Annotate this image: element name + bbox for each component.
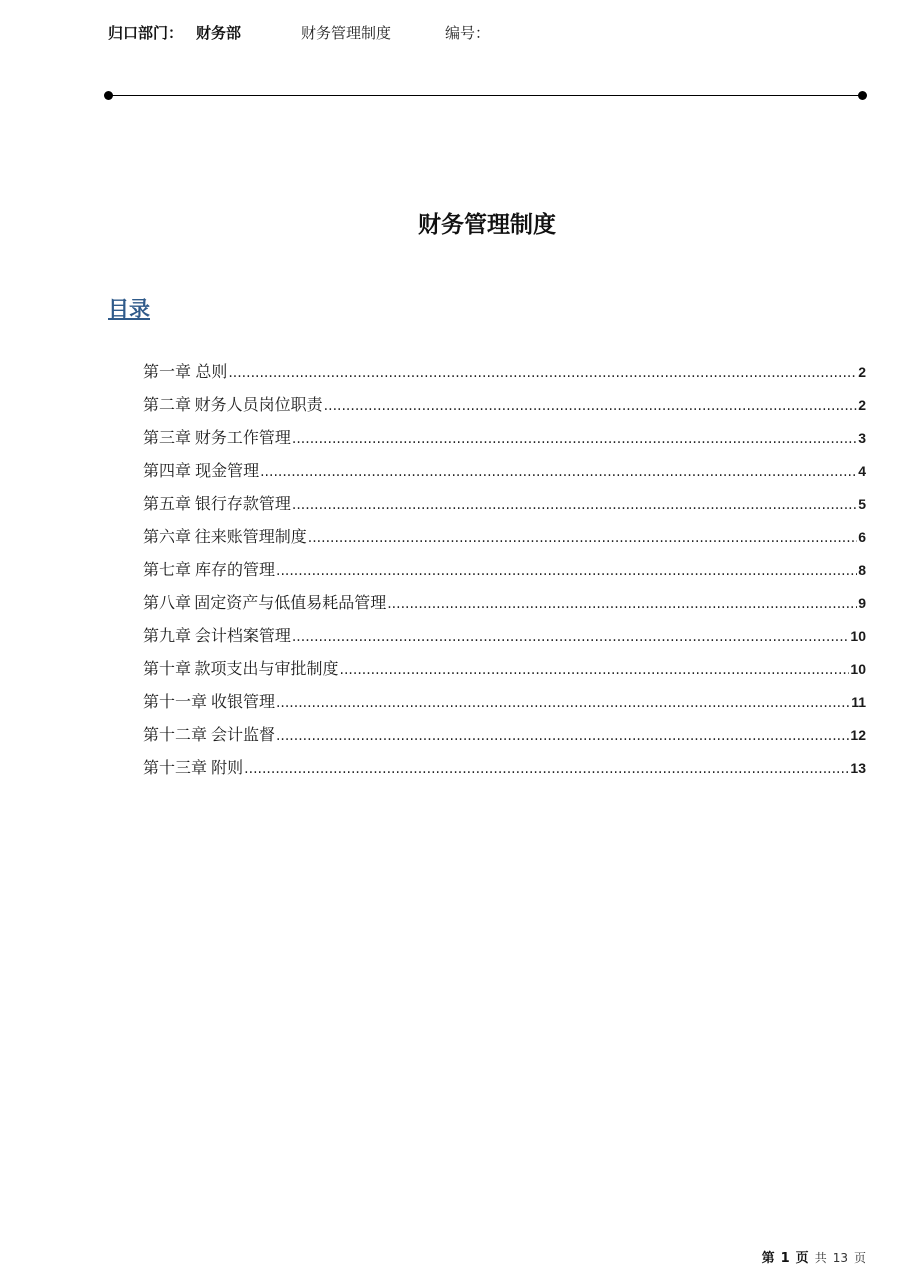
department-value: 财务部	[196, 24, 242, 42]
toc-entry[interactable]	[143, 394, 866, 427]
toc-entry-chapter: 第三章	[143, 428, 192, 447]
toc-entry-text: 财务人员岗位职责	[194, 395, 323, 414]
toc-entry[interactable]	[143, 625, 866, 658]
toc-leader-dots	[276, 725, 849, 747]
footer-current-page: 1	[780, 1251, 790, 1266]
toc-entry-chapter: 第十二章	[143, 725, 208, 744]
toc-leader-dots	[292, 494, 857, 516]
toc-entry[interactable]	[143, 361, 866, 394]
toc-leader-dots	[308, 527, 857, 549]
header-document-title: 财务管理制度	[301, 24, 392, 42]
toc-entry-page: 9	[858, 595, 866, 611]
toc-entry-chapter: 第一章	[143, 362, 192, 381]
toc-leader-dots	[244, 758, 849, 780]
toc-entry-chapter: 第二章	[143, 395, 192, 414]
footer-total-suffix: 页	[853, 1251, 866, 1265]
footer-page-prefix: 第	[761, 1251, 775, 1266]
toc-entry-text: 会计档案管理	[194, 626, 291, 645]
toc-entry-text: 往来账管理制度	[194, 527, 307, 546]
toc-entry[interactable]	[143, 592, 866, 625]
toc-entry[interactable]	[143, 691, 866, 724]
toc-leader-dots	[276, 692, 850, 714]
document-title: 财务管理制度	[418, 212, 556, 238]
toc-entry-chapter: 第四章	[143, 461, 192, 480]
department-label: 归口部门：	[108, 24, 184, 42]
toc-entry-page: 2	[858, 397, 866, 413]
toc-entry-text: 库存的管理	[194, 560, 275, 579]
toc-entry-page: 5	[858, 496, 866, 512]
toc-entry-text: 总则	[195, 362, 228, 381]
toc-leader-dots	[292, 626, 850, 648]
toc-entry[interactable]	[143, 658, 866, 691]
toc-entry-chapter: 第十一章	[143, 692, 208, 711]
toc-entry-chapter: 第十三章	[143, 758, 208, 777]
toc-entry[interactable]	[143, 724, 866, 757]
toc-entry[interactable]	[143, 757, 866, 790]
toc-entry[interactable]	[143, 493, 866, 526]
toc-entry[interactable]	[143, 526, 866, 559]
toc-entry-chapter: 第十章	[143, 659, 192, 678]
toc-entry-page: 10	[850, 628, 866, 644]
toc-entry-page: 13	[850, 760, 866, 776]
toc-entry-text: 收银管理	[210, 692, 275, 711]
toc-entry-text: 固定资产与低值易耗品管理	[194, 593, 387, 612]
toc-leader-dots	[324, 395, 858, 417]
toc-entry-chapter: 第九章	[143, 626, 192, 645]
toc-entry-chapter: 第六章	[143, 527, 192, 546]
toc-entry-chapter: 第八章	[143, 593, 192, 612]
footer-page-suffix: 页	[795, 1251, 809, 1266]
toc-entry-text: 财务工作管理	[194, 428, 291, 447]
header-rule-right-dot	[858, 91, 867, 100]
toc-leader-dots	[387, 593, 857, 615]
toc-entry-chapter: 第七章	[143, 560, 192, 579]
toc-entry[interactable]	[143, 427, 866, 460]
toc-entry-chapter: 第五章	[143, 494, 192, 513]
header-rule	[108, 95, 862, 96]
toc-entry-page: 2	[858, 364, 866, 380]
toc-entry[interactable]	[143, 559, 866, 592]
toc-entry-text: 会计监督	[210, 725, 275, 744]
toc-leader-dots	[340, 659, 850, 681]
toc-entry-page: 12	[850, 727, 866, 743]
page-footer	[762, 1249, 866, 1268]
toc-heading[interactable]: 目录	[108, 297, 150, 321]
toc-entry-page: 8	[858, 562, 866, 578]
toc-entry-text: 现金管理	[195, 461, 260, 480]
toc-entry-page: 4	[858, 463, 866, 479]
toc-entry-page: 6	[858, 529, 866, 545]
toc-leader-dots	[228, 362, 857, 384]
toc-entry[interactable]	[143, 460, 866, 493]
footer-total-prefix: 共	[814, 1251, 827, 1265]
toc-leader-dots	[260, 461, 857, 483]
table-of-contents	[143, 361, 866, 790]
toc-entry-page: 11	[851, 694, 866, 710]
footer-total-pages: 13	[832, 1251, 848, 1265]
document-number-label: 编号：	[445, 24, 491, 42]
toc-entry-page: 3	[858, 430, 866, 446]
toc-entry-text: 款项支出与审批制度	[194, 659, 339, 678]
toc-entry-text: 银行存款管理	[194, 494, 291, 513]
toc-leader-dots	[292, 428, 857, 450]
toc-entry-text: 附则	[211, 758, 244, 777]
toc-leader-dots	[276, 560, 857, 582]
toc-entry-page: 10	[850, 661, 866, 677]
